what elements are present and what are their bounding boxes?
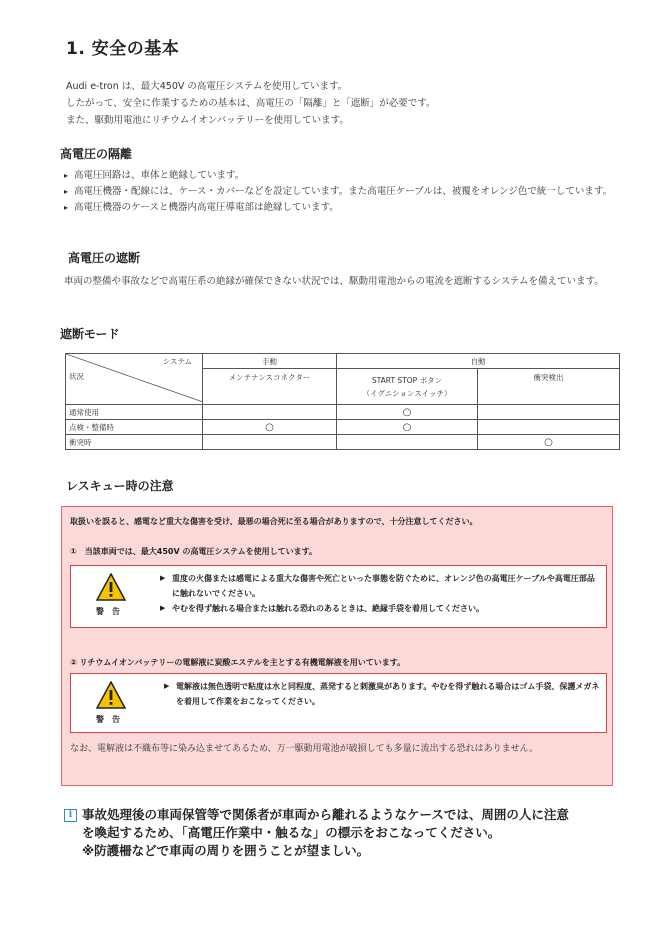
cell-start-stop: ○: [337, 420, 478, 435]
rescue-item-1: ① 当該車両では、最大450V の高電圧システムを使用しています。: [70, 547, 318, 556]
list-item: ▸ 高電圧回路は、車体と絶縁しています。: [64, 168, 624, 183]
cutoff-text: 車両の整備や事故などで高電圧系の絶縁が確保できない状況では、駆動用電池からの電流を遮断するシステムを備えています。: [64, 276, 604, 287]
mode-heading: 遮断モード: [60, 327, 120, 341]
isolation-heading: 高電圧の隔離: [60, 147, 133, 161]
cutoff-heading: 高電圧の遮断: [68, 251, 141, 265]
rescue-item-2: ② リチウムイオンバッテリーの電解液に炭酸エステルを主とする有機電解液を用いています。: [70, 658, 406, 667]
info-line: ※防護柵などで車両の周りを囲うことが望ましい。: [82, 843, 370, 858]
electrolyte-note: なお、電解液は不織布等に染み込ませてあるため、万一駆動用電池が破損しても多量に流出する恐れはありません。: [70, 744, 539, 754]
warning-box-2: [70, 673, 607, 733]
warning-list-1: [160, 571, 600, 616]
table-corner-cell: [66, 354, 203, 405]
warning-box-1: [70, 565, 607, 628]
col-crash-detection: 衝突検出: [478, 369, 620, 405]
cell-crash: [478, 405, 620, 420]
manual-header: 手動: [203, 354, 337, 369]
cell-start-stop: ○: [337, 405, 478, 420]
corner-system-label: システム: [162, 357, 192, 366]
info-line-text: 事故処理後の車両保管等で関係者が車両から離れるようなケースでは、周囲の人に注意: [82, 807, 569, 822]
rescue-heading: レスキュー時の注意: [66, 479, 174, 493]
col-start-stop-line1: START STOP ボタン: [371, 375, 443, 385]
table-row: [66, 405, 620, 420]
warning-label: 警告: [96, 607, 128, 616]
intro-text: [66, 78, 436, 129]
cell-start-stop: [337, 435, 478, 450]
info-line: を喚起するため、「高電圧作業中・触るな」の標示をおこなってください。: [82, 825, 501, 840]
list-item: ▶ やむを得ず触れる場合または触れる恐れのあるときは、絶縁手袋を着用してください。: [160, 601, 600, 616]
caution-text: 取扱いを誤ると、感電など重大な傷害を受け、最悪の場合死に至る場合がありますので、十分注意してください。: [70, 517, 478, 526]
cell-manual: ○: [203, 420, 337, 435]
corner-situation-label: 状況: [69, 372, 84, 381]
info-note: [64, 806, 624, 860]
col-start-stop: [337, 369, 478, 405]
cell-crash: ○: [478, 435, 620, 450]
rescue-caution-box: [61, 506, 613, 786]
col-maintenance-connector: メンテナンスコネクター: [203, 369, 337, 405]
isolation-list: [64, 168, 624, 216]
row-label: 衝突時: [66, 435, 203, 450]
row-label: 点検・整備時: [66, 420, 203, 435]
info-icon: i: [64, 809, 77, 822]
cell-crash: [478, 420, 620, 435]
list-item: ▶ 電解液は無色透明で粘度は水と同程度、蒸発すると刺激臭があります。やむを得ず触れる場合はゴム手袋、保護メガネを着用して作業をおこなってください。: [164, 679, 600, 709]
cell-manual: [203, 435, 337, 450]
list-item: ▸ 高電圧機器のケースと機器内高電圧導電部は絶縁しています。: [64, 200, 624, 215]
col-start-stop-line2: （イグニションスイッチ）: [362, 388, 452, 398]
row-label: 通常使用: [66, 405, 203, 420]
intro-line: したがって、安全に作業するための基本は、高電圧の「隔離」と「遮断」が必要です。: [66, 98, 436, 109]
warning-list-2: [164, 679, 600, 709]
intro-line: また、駆動用電池にリチウムイオンバッテリーを使用しています。: [66, 115, 349, 126]
list-item: ▶ 重度の火傷または感電による重大な傷害や死亡といった事態を防ぐために、オレンジ色の高電圧ケーブルや高電圧部品に触れないでください。: [160, 571, 600, 601]
auto-header: 自動: [337, 354, 620, 369]
info-line: [64, 806, 624, 824]
table-row: [66, 435, 620, 450]
intro-line: Audi e-tron は、最大450V の高電圧システムを使用しています。: [66, 81, 348, 92]
warning-triangle-icon: [96, 681, 126, 709]
table-row: [66, 420, 620, 435]
warning-triangle-icon: [96, 573, 126, 601]
mode-table: [65, 353, 620, 450]
warning-label: 警告: [96, 715, 128, 724]
list-item: ▸ 高電圧機器・配線には、ケース・カバーなどを設定しています。また高電圧ケーブルは、被覆をオレンジ色で統一しています。: [64, 184, 624, 199]
cell-manual: [203, 405, 337, 420]
page-title: 1. 安全の基本: [66, 39, 180, 59]
